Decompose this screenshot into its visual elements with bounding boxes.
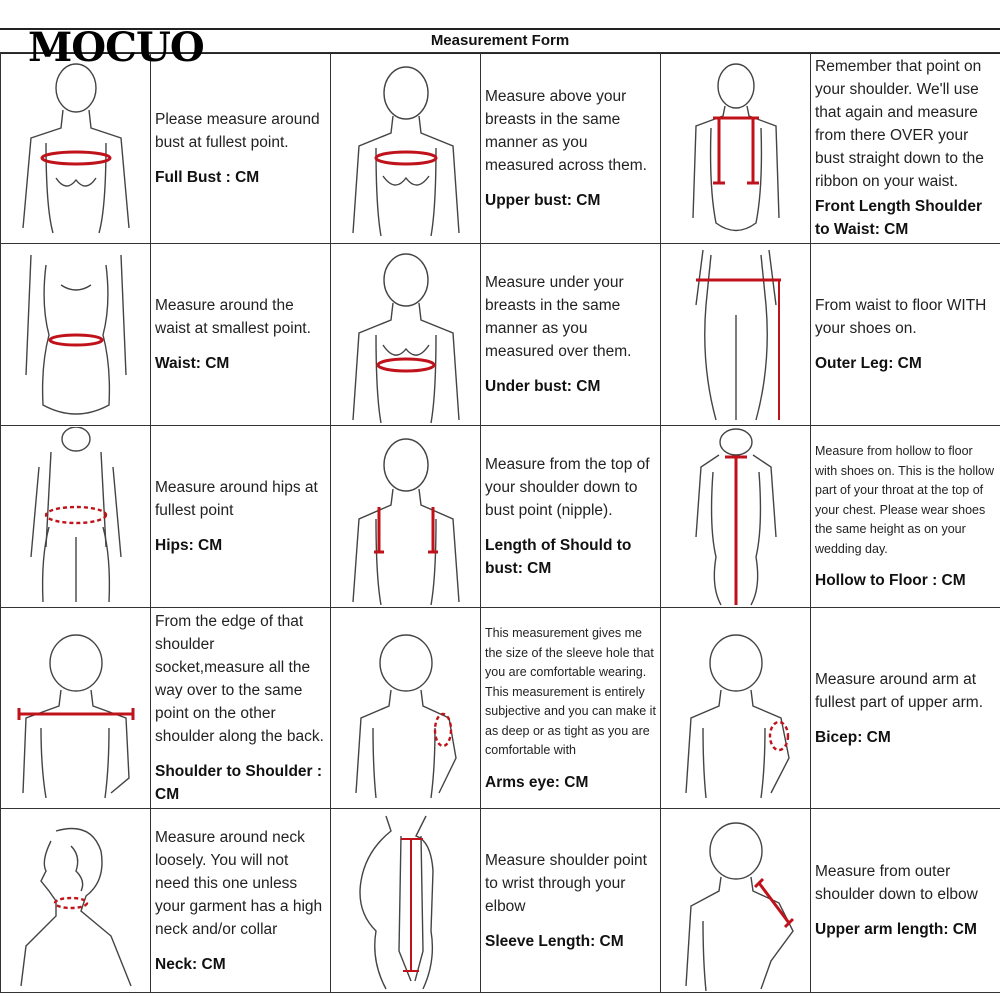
figure-cell (661, 608, 811, 809)
upper-bust-figure-icon (331, 58, 481, 238)
figure-cell (331, 608, 481, 809)
under-bust-figure-icon (331, 245, 481, 425)
figure-cell (1, 426, 151, 608)
upper-arm-figure-icon (661, 811, 811, 991)
bust-figure-icon (1, 58, 151, 238)
figure-cell (331, 53, 481, 244)
measurement-description: Measure around the waist at smallest point. (155, 297, 311, 337)
measurement-cell (811, 608, 1000, 809)
measurement-description: Measure around hips at fullest point (155, 479, 318, 519)
measurement-cell (481, 244, 661, 426)
figure-cell (331, 244, 481, 426)
measurement-description: Measure under your breasts in the same manner as you measured over them. (485, 274, 632, 360)
figure-cell (661, 244, 811, 426)
measurement-label: Upper arm length: CM (815, 921, 977, 938)
waist-figure-icon (1, 245, 151, 425)
measurement-label: Upper bust: CM (485, 191, 601, 209)
front-length-figure-icon (661, 58, 811, 238)
measurement-description: Measure above your breasts in the same manner as you measured across them. (485, 87, 647, 174)
measurement-cell (481, 608, 661, 809)
hips-figure-icon (1, 427, 151, 607)
bicep-figure-icon (661, 618, 811, 798)
measurement-cell (811, 244, 1000, 426)
measurement-cell (811, 426, 1000, 608)
measurement-description: Please measure around bust at fullest point. (155, 110, 320, 151)
outer-leg-figure-icon (661, 245, 811, 425)
shoulder-to-shoulder-figure-icon (1, 618, 151, 798)
measurement-label: Front Length Shoulder to Waist: CM (815, 198, 983, 238)
measurement-description: From the edge of that shoulder socket,measure all the way over to the same point on the other shoulder along the back. (155, 613, 324, 745)
measurement-description: Measure from hollow to floor with shoes on. This is the hollow part of your throat at the top of your chest. Please wear shoes the same height as on your wedding day. (815, 444, 995, 556)
figure-cell (1, 53, 151, 244)
sleeve-length-figure-icon (331, 811, 481, 991)
measurement-description: Measure around neck loosely. You will not need this one unless your garment has a high neck and/or collar (155, 828, 323, 938)
figure-cell (1, 244, 151, 426)
measurement-label: Waist: CM (155, 355, 230, 372)
measurement-description: From waist to floor WITH your shoes on. (815, 297, 987, 337)
measurement-label: Outer Leg: CM (815, 355, 922, 372)
shoulder-to-bust-figure-icon (331, 427, 481, 607)
figure-cell (331, 809, 481, 993)
measurement-description: Remember that point on your shoulder. We'll use that again and measure from there OVER your bust straight down to the ribbon on your waist. (815, 58, 984, 190)
measurement-cell (811, 809, 1000, 993)
measurement-label: Hips: CM (155, 537, 223, 554)
measurement-description: This measurement gives me the size of the sleeve hole that you are comfortable wearing. This measurement is entirely subjective and you can make it as deep or as tight as you are comfortable with (485, 626, 656, 757)
measurement-cell (481, 426, 661, 608)
brand-logo: MOCUO (28, 24, 204, 71)
neck-figure-icon (1, 811, 151, 991)
measurement-description: Measure shoulder point to wrist through your elbow (485, 851, 647, 915)
measurement-label: Length of Should to bust: CM (485, 537, 632, 577)
figure-cell (661, 426, 811, 608)
measurement-cell (151, 608, 331, 809)
measurement-table (0, 52, 1000, 993)
measurement-cell (811, 53, 1000, 244)
figure-cell (661, 53, 811, 244)
measurement-label: Under bust: CM (485, 378, 601, 395)
measurement-cell (151, 809, 331, 993)
measurement-description: Measure around arm at fullest part of upper arm. (815, 670, 983, 711)
hollow-to-floor-figure-icon (661, 427, 811, 607)
measurement-cell (151, 244, 331, 426)
measurement-description: Measure from the top of your shoulder down to bust point (nipple). (485, 456, 650, 519)
measurement-label: Bicep: CM (815, 728, 891, 746)
measurement-label: Full Bust : CM (155, 168, 260, 186)
measurement-description: Measure from outer shoulder down to elbow (815, 863, 978, 903)
figure-cell (1, 608, 151, 809)
arms-eye-figure-icon (331, 618, 481, 798)
measurement-label: Arms eye: CM (485, 773, 589, 791)
bottom-margin (0, 974, 1000, 1000)
measurement-label: Neck: CM (155, 955, 226, 973)
measurement-label: Shoulder to Shoulder : CM (155, 763, 323, 803)
figure-cell (661, 809, 811, 993)
figure-cell (1, 809, 151, 993)
measurement-cell (481, 809, 661, 993)
form-title: Measurement Form (430, 32, 570, 49)
figure-cell (331, 426, 481, 608)
measurement-label: Sleeve Length: CM (485, 932, 624, 950)
measurement-label: Hollow to Floor : CM (815, 572, 966, 590)
measurement-cell (151, 53, 331, 244)
measurement-cell (481, 53, 661, 244)
measurement-cell (151, 426, 331, 608)
